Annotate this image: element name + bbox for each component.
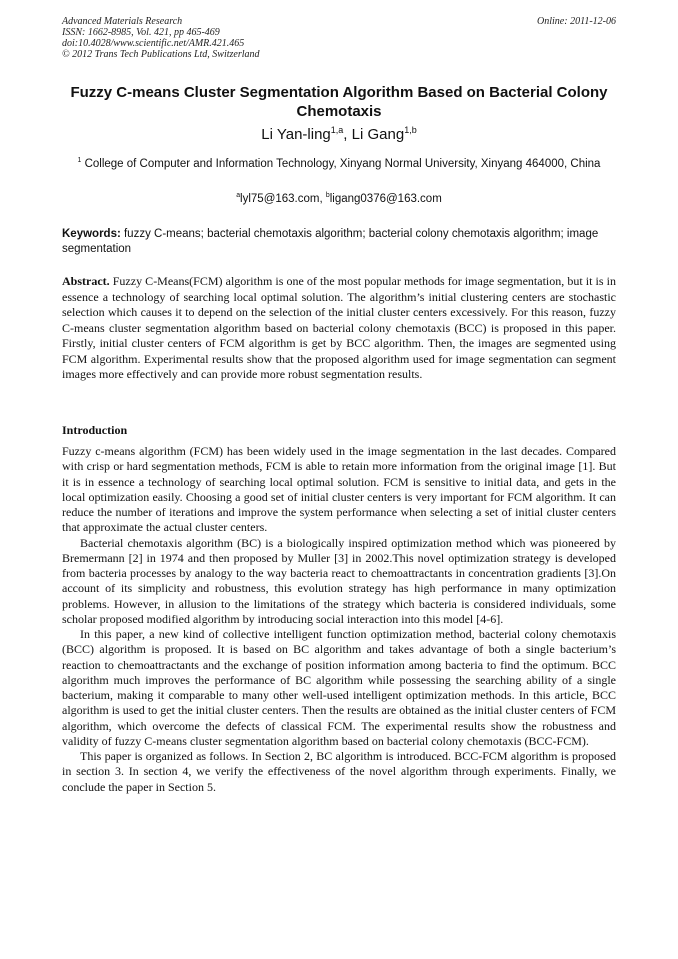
affiliation-sup: 1 — [77, 157, 82, 165]
affiliation — [62, 157, 616, 172]
journal-name: Advanced Materials Research — [62, 16, 183, 27]
author-2-sup: 1,b — [404, 125, 417, 135]
paragraph: In this paper, a new kind of collective intelligent function optimization method, bacterial colony chemotaxis (BCC) algorithm is proposed. It is based on BC algorithm and takes advantage of both a single bacterium’s reaction to chemoattractants and the exchange of position information among bacteria to find the optimum. BCC algorithm much improves the performance of BC algorithm while possessing the searching ability of a single bacterium, making it comparable to many other well-used intelligent optimization methods. In this article, BCC algorithm is used to get the initial cluster centers. Then the results are obtained as the initial cluster centers of FCM algorithm, which overcome the defects of classical FCM. The experimental results show the robustness and validity of fuzzy C-means cluster segmentation algorithm based on bacterial colony chemotaxis (BCC-FCM). — [62, 627, 616, 748]
email-b-sup: b — [325, 192, 330, 200]
issn-line: ISSN: 1662-8985, Vol. 421, pp 465-469 — [62, 27, 220, 38]
paragraph: Fuzzy c-means algorithm (FCM) has been widely used in the image segmentation in the last decades. Compared with crisp or hard segmentation methods, FCM is able to retain more information from the original image [1]. But it is in essence a technology of searching local optimal solution. FCM is sensitive to initial data, and gets in the local optimization easily. Choosing a good set of initial cluster centers is very important for FCM algorithm. It can reduce the number of iterations and improve the system performance when selecting a set of initial cluster centers that approximate the actual cluster centers. — [62, 444, 616, 535]
author-1-name: Li Yan-ling — [261, 126, 331, 143]
copyright-line: © 2012 Trans Tech Publications Ltd, Switzerland — [62, 49, 260, 60]
online-date: Online: 2011-12-06 — [537, 16, 616, 27]
author-2-name: Li Gang — [351, 126, 405, 143]
paragraph: This paper is organized as follows. In Section 2, BC algorithm is introduced. BCC-FCM algorithm is proposed in section 3. In section 4, we verify the effectiveness of the novel algorithm through experiments. Finally, we conclude the paper in Section 5. — [62, 749, 616, 794]
abstract-label: Abstract. — [62, 274, 110, 288]
author-separator: , — [343, 126, 352, 143]
abstract — [62, 274, 616, 383]
email-line — [62, 192, 616, 207]
doi-line[interactable]: doi:10.4028/www.scientific.net/AMR.421.465 — [62, 38, 245, 49]
journal-header — [62, 16, 616, 60]
email-separator: , — [319, 193, 326, 205]
email-b[interactable]: ligang0376@163.com — [329, 193, 442, 205]
abstract-text: Fuzzy C-Means(FCM) algorithm is one of the most popular methods for image segmentation, but it is in essence a technology of searching local optimal solution. The algorithm’s initial clustering centers are stochastic selection which causes it to depend on the selection of the initial cluster centers excessively. For this reason, fuzzy C-means cluster segmentation algorithm based on bacterial colony chemotaxis (BCC) is proposed in this paper. Firstly, initial cluster centers of FCM algorithm is get by BCC algorithm. Then, the images are segmented using FCM algorithm. Experimental results show that the proposed algorithm used for image segmentation can segment images more effectively and can provide more robust segmentation results. — [62, 274, 616, 381]
affiliation-text: College of Computer and Information Technology, Xinyang Normal University, Xinyang 464000, China — [81, 158, 601, 170]
keywords — [62, 227, 616, 257]
keywords-text: fuzzy C-means; bacterial chemotaxis algorithm; bacterial colony chemotaxis algorithm; image segmentation — [62, 228, 599, 255]
email-a[interactable]: lyl75@163.com — [240, 193, 320, 205]
author-line — [62, 126, 616, 144]
author-1-sup: 1,a — [330, 125, 344, 135]
keywords-label: Keywords: — [62, 228, 121, 240]
paper-title: Fuzzy C-means Cluster Segmentation Algorithm Based on Bacterial Colony Chemotaxis — [70, 84, 608, 120]
email-a-sup: a — [236, 192, 241, 200]
introduction-body — [62, 444, 616, 795]
section-heading-introduction: Introduction — [62, 423, 128, 437]
paragraph: Bacterial chemotaxis algorithm (BC) is a biologically inspired optimization method which was pioneered by Bremermann [2] in 1974 and then proposed by Muller [3] in 2002.This novel optimization strategy is developed from bacteria processes by analogy to the way bacteria react to chemoattractants in concentration gradients [3].On account of its simplicity and robustness, this evolution strategy has high performance in many optimization problems. However, in allusion to the limitations of the strategy which bacteria is considered individuals, some scholar proposed modified algorithm by introducing social interaction into this model [4-6]. — [62, 535, 616, 626]
